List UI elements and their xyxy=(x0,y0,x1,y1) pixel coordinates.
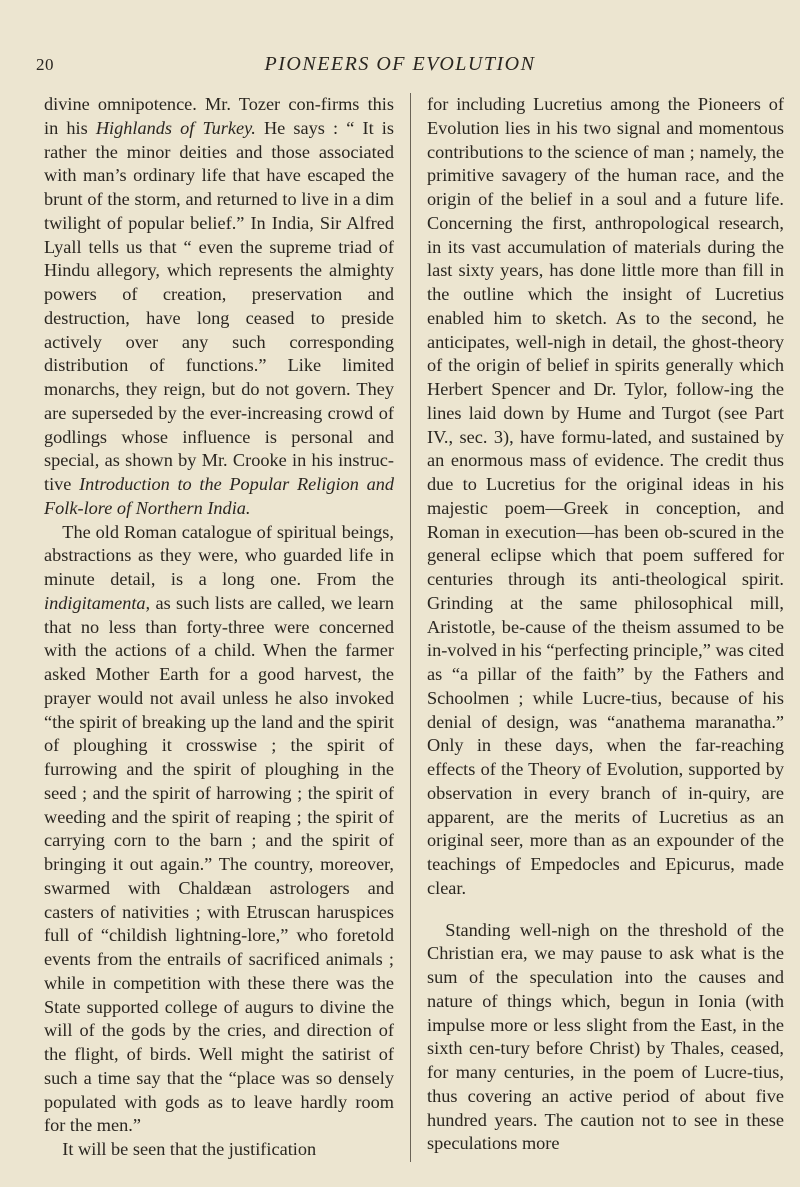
left-paragraph-1 xyxy=(44,93,394,521)
text-columns xyxy=(44,93,784,1162)
running-title: PIONEERS OF EVOLUTION xyxy=(264,53,536,75)
right-paragraph-1: for including Lucretius among the Pioneers of Evolution lies in his two signal and momentous contributions to the science of man ; namely, the primitive savagery of the human race, and the origin of the belief in a soul and a future life. Concerning the first, anthropological research, in its vast accumulation of materials during the last sixty years, has done little more than fill in the outline which the insight of Lucretius enabled him to sketch. As to the second, he anticipates, well-nigh in detail, the ghost-theory of the origin of belief in spirits generally which Herbert Spencer and Dr. Tylor, follow-ing the lines laid down by Hume and Turgot (see Part IV., sec. 3), have formu-lated, and sustained by an enormous mass of evidence. The credit thus due to Lucretius for the original ideas in his majestic poem—Greek in conception, and Roman in execution—has been ob-scured in the general eclipse which that poem suffered for centuries through its anti-theological spirit. Grinding at the same philosophical mill, Aristotle, be-cause of the theism assumed to be in-volved in his “perfecting principle,” was cited as “a pillar of the faith” by the Fathers and Schoolmen ; while Lucre-tius, because of his denial of design, was “anathema maranatha.” Only in these days, when the far-reaching effects of the Theory of Evolution, supported by observation in every branch of in-quiry, are apparent, are the merits of Lucretius as an original seer, more than as an expounder of the teachings of Empedocles and Epicurus, made clear. xyxy=(427,94,784,898)
left-paragraph-3: It will be seen that the justification xyxy=(62,1139,317,1159)
text-run: as such lists are called, we learn that no less than forty-three were concerned with the actions of a child. When the farmer asked Mother Earth for a good harvest, the prayer would not avail unless he also invoked “the spirit of breaking up the land and the spirit of ploughing it crosswise ; the spirit of furrowing and the spirit of ploughing in the seed ; and the spirit of harrowing ; the spirit of weeding and the spirit of reaping ; the spirit of carrying corn to the barn ; and the spirit of bringing it out again.” The country, moreover, swarmed with Chaldæan astrologers and casters of nativities ; with Etruscan haruspices full of “childish lightning-lore,” who foretold events from the entrails of sacrificed animals ; while in competition with these there was the State supported college of augurs to divine the will of the gods by the cries, and direction of the flight, of birds. Well might the satirist of such a time say that the “place was so densely populated with gods as to leave hardly room for the men.” xyxy=(44,592,394,1136)
text-run: He says : “ It is rather the minor deities and those associated with man’s ordinary life that have escaped the brunt of the storm, and returned to live in a dim twilight of popular belief.” In India, Sir Alfred Lyall tells us that “ even the supreme triad of Hindu allegory, which represents the almighty powers of creation, preservation and destruction, have long ceased to preside actively over any such corresponding distribution of functions.” Like limited monarchs, they reign, but do not govern. They are superseded by the ever-increasing crowd of godlings whose influence is personal and special, as shown by Mr. Crooke in his instruc-tive xyxy=(44,117,394,494)
term-indigitamenta: indigitamenta, xyxy=(44,592,151,613)
left-paragraph-2 xyxy=(44,521,394,1139)
book-title-highlands: Highlands of Turkey. xyxy=(95,117,256,138)
text-run: The old Roman catalogue of spiritual beings, abstractions as they were, who guarded life in minute detail, is a long one. From the xyxy=(44,521,394,589)
left-column xyxy=(44,93,410,1162)
right-column xyxy=(410,93,784,1162)
right-paragraph-2: Standing well-nigh on the threshold of the Christian era, we may pause to ask what is the sum of the speculation into the causes and nature of things which, begun in Ionia (with impulse more or less slight from the East, in the sixth cen-tury before Christ) by Thales, ceased, for many centuries, in the poem of Lucre-tius, thus covering an active period of about five hundred years. The caution not to see in these speculations more xyxy=(427,919,784,1154)
text-run: divine omnipotence. Mr. Tozer con-firms this in his xyxy=(44,94,394,138)
page-number: 20 xyxy=(36,55,54,74)
book-title-introduction: Introduction to the Popular Religion and Folk-lore of Northern India. xyxy=(44,474,394,518)
